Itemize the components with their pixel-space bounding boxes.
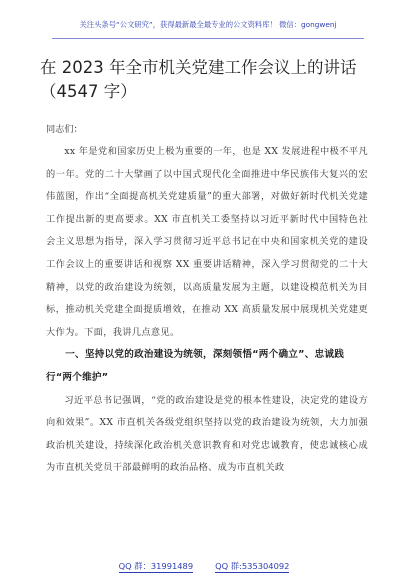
document-title: 在 2023 年全市机关党建工作会议上的讲话（4547 字） — [40, 58, 357, 101]
document-body — [46, 119, 368, 480]
footer-qq-group-2: QQ 群:535304092 — [215, 561, 290, 571]
salutation: 同志们： — [46, 124, 83, 135]
footer-qq-group-1: QQ 群：31991489 — [118, 561, 194, 571]
header-banner: 关注头条号“公文研究”，获得最新最全最专业的公文资料库！ 微信：gongwenj — [79, 20, 337, 29]
header-divider — [52, 38, 364, 39]
footer-contact — [0, 560, 408, 572]
paragraph: xx 年是党和国家历史上极为重要的一年，也是 XX 发展进程中极不平凡的一年。党的二十大擘画了以中国式现代化全面推进中华民族伟大复兴的宏伟蓝图，作出“全面提高机关党建质量”的重大部署，对做好新时代机关党建工作提出新的更高要求。XX 市直机关工委坚持以习近平新时代中国特色社会主义思想为指导，深入学习贯彻习近平总书记在中央和国家机关党的建设工作会议上的重要讲话和视察 XX 重要讲话精神，深入学习贯彻党的二十大精神，以党的政治建设为统领，以高质量发展为主题，以建设模范机关为目标，推动机关党建全面提质增效，在推动 XX 高质量发展中展现机关党建更大作为。下面，我讲几点意见。 — [46, 146, 368, 338]
section-heading: 一、坚持以党的政治建设为统领，深刻领悟“两个确立”、忠诚践行“两个维护” — [46, 349, 345, 383]
paragraph: 习近平总书记强调，“党的政治建设是党的根本性建设，决定党的建设方向和效果”。XX 市直机关各级党组织坚持以党的政治建设为统领，大力加强政治机关建设，持续深化政治机关意识教育和对党忠诚教育，使忠诚核心成为市直机关党员干部最鲜明的政治品格、成为市直机关政 — [46, 394, 368, 474]
